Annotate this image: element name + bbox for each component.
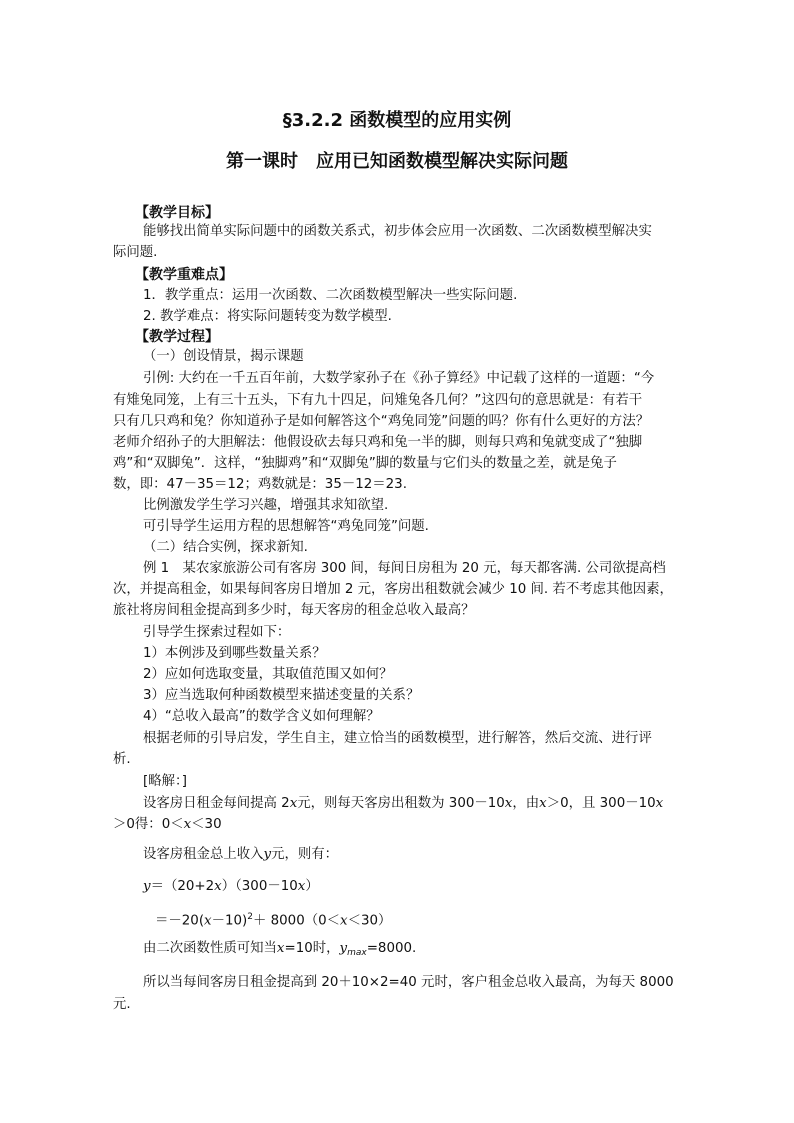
key-point-1: 1．教学重点：运用一次函数、二次函数模型解决一些实际问题.: [143, 288, 518, 303]
intro-line-4: 老师介绍孙子的大胆解法：他假设砍去每只鸡和兔一半的脚，则每只鸡和兔就变成了“独脚: [113, 435, 643, 450]
goal-text-2: 际问题.: [113, 245, 158, 260]
intro-line-5: 鸡”和“双脚兔”．这样，“独脚鸡”和“双脚兔”脚的数量与它们头的数量之差，就是兔子: [113, 456, 617, 471]
max-line: 由二次函数性质可知当x=10时，$y_{max}=8000$.: [143, 941, 417, 958]
equation-line-1: y＝（20+2x）（300－10x）: [143, 879, 319, 894]
example-line-2: 次，并提高租金，如果每间客房日增加 2 元，客房出租数就会减少 10 间. 若不考虑其他因素，: [113, 582, 673, 597]
guide-line: 引导学生探索过程如下：: [143, 625, 291, 640]
solution-line-2: ＞0得：0＜x＜30: [113, 817, 222, 832]
step-2-heading: （二）结合实例，探求新知.: [143, 540, 308, 555]
conclusion-line-2: 元.: [113, 997, 131, 1012]
think-line-2: 析.: [113, 752, 131, 767]
solution-label: [略解：]: [143, 774, 187, 789]
example-line-3: 旅社将房间租金提高到多少时，每天客房的租金总收入最高？: [113, 603, 475, 618]
section-process: 【教学过程】: [135, 329, 219, 345]
question-1: 1）本例涉及到哪些数量关系？: [143, 646, 326, 661]
key-point-2: 2. 教学难点：将实际问题转变为数学模型.: [143, 309, 392, 324]
page-subtitle: 第一课时 应用已知函数模型解决实际问题: [226, 151, 568, 172]
question-2: 2）应如何选取变量，其取值范围又如何？: [143, 667, 393, 682]
page-title: §3.2.2 函数模型的应用实例: [282, 110, 512, 131]
intro-line-6: 数，即：47－35＝12；鸡数就是：35－12＝23.: [113, 477, 407, 492]
intro-line-2: 有雉兔同笼，上有三十五头，下有九十四足，问雉兔各几何？”这四句的意思就是：有若干: [113, 393, 643, 408]
intro-line-8: 可引导学生运用方程的思想解答“鸡兔同笼”问题.: [143, 519, 429, 534]
think-line-1: 根据老师的引导启发，学生自主，建立恰当的函数模型，进行解答，然后交流、进行评: [143, 731, 652, 746]
section-key: 【教学重难点】: [135, 267, 233, 283]
solution-line-3: 设客房租金总上收入y元，则有：: [143, 847, 339, 862]
solution-line-1: 设客房日租金每间提高 2x元，则每天客房出租数为 300－10x，由x＞0，且 300－10x: [143, 796, 664, 811]
equation-line-2: $=-20(x-10)^2+ 8000(0<x<30)$: [155, 912, 392, 929]
intro-line-7: 比例激发学生学习兴趣，增强其求知欲望.: [143, 498, 389, 513]
question-3: 3）应当选取何种函数模型来描述变量的关系？: [143, 688, 420, 703]
goal-text-1: 能够找出简单实际问题中的函数关系式，初步体会应用一次函数、二次函数模型解决实: [143, 224, 652, 239]
intro-line-3: 只有几只鸡和兔？你知道孙子是如何解答这个“鸡兔同笼”问题的吗？你有什么更好的方法？: [113, 414, 650, 429]
question-4: 4）“总收入最高”的数学含义如何理解？: [143, 709, 380, 724]
step-1-heading: （一）创设情景，揭示课题: [143, 349, 304, 364]
example-line-1: 例 1 某农家旅游公司有客房 300 间，每间日房租为 20 元，每天都客满. 公司欲提高档: [143, 561, 666, 576]
section-goal: 【教学目标】: [135, 205, 219, 221]
intro-line-1: 引例: 大约在一千五百年前，大数学家孙子在《孙子算经》中记载了这样的一道题：“今: [143, 371, 655, 386]
conclusion-line-1: 所以当每间客房日租金提高到 20＋10×2=40 元时，客户租金总收入最高，为每天 8000: [143, 975, 674, 990]
